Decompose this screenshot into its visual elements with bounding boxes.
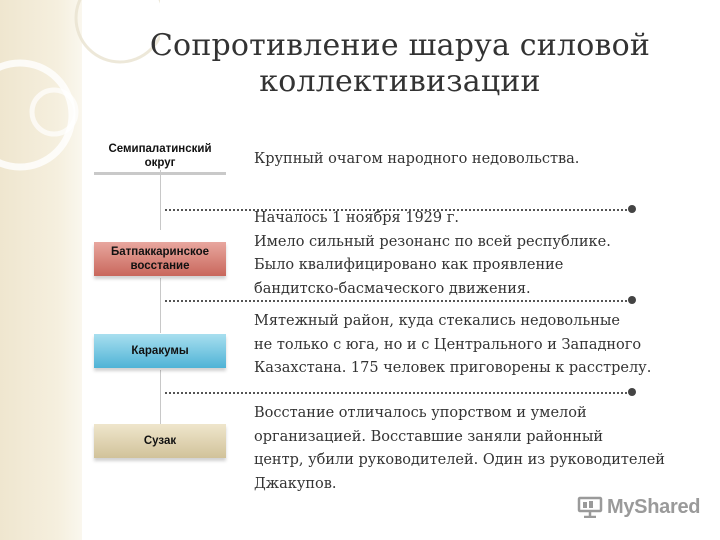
label-semipalatinsk <box>94 140 226 175</box>
watermark-text: MyShared <box>607 495 701 518</box>
slide-title-line: Сопротивление шаруа силовой <box>149 28 651 63</box>
divider-end-dot <box>628 296 636 304</box>
divider-end-dot <box>628 388 636 396</box>
description-semipalatinsk: Крупный очагом народного недовольства. <box>254 151 580 167</box>
slide-title <box>120 28 680 100</box>
timeline-connector <box>160 170 161 230</box>
timeline-connector <box>160 278 161 333</box>
label-line: Каракумы <box>131 345 189 357</box>
dotted-divider <box>165 300 635 302</box>
label-line: округ <box>144 157 176 169</box>
description-suzak: Восстание отличалось упорством и умелой организацией. Восставшие заняли районный центр, убили руководителей. Один из руководителей Джакупов. <box>254 405 665 492</box>
label-suzak <box>94 424 226 458</box>
label-karakum <box>94 334 226 368</box>
label-line: Сузак <box>143 435 177 447</box>
description-karakum: Мятежный район, куда стекались недовольные не только с юга, но и с Центрального и Западного Казахстана. 175 человек приговорены к расстрелу. <box>254 313 652 376</box>
presentation-board-icon <box>577 496 603 518</box>
label-line: Семипалатинский <box>108 143 212 155</box>
slide-title-line: коллективизации <box>259 64 541 99</box>
dotted-divider <box>165 392 635 394</box>
label-line: Батпаккаринское <box>110 246 209 258</box>
label-line: восстание <box>130 260 190 272</box>
description-batpakkara-uprising: Началось 1 ноября 1929 г. Имело сильный резонанс по всей республике. Было квалифицировано как проявление бандитско-басмаческого движения. <box>254 210 611 297</box>
watermark-logo <box>577 495 700 519</box>
label-batpakkara-uprising <box>94 242 226 276</box>
timeline-connector <box>160 370 161 425</box>
